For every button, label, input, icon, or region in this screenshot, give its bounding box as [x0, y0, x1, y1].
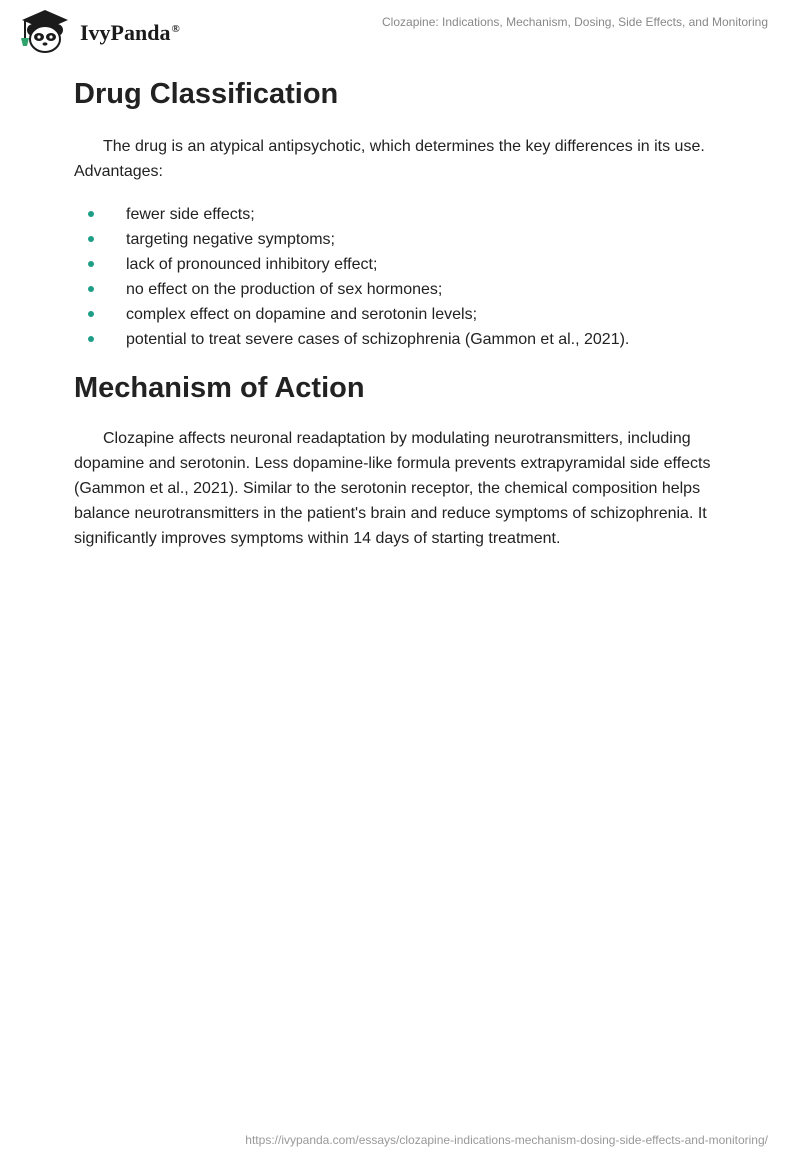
- section-paragraph-drug-classification: The drug is an atypical antipsychotic, which determines the key differences in its use. Advantages:: [74, 138, 705, 180]
- list-item: potential to treat severe cases of schizophrenia (Gammon et al., 2021).: [74, 327, 724, 352]
- section-paragraph-mechanism-of-action: Clozapine affects neuronal readaptation by modulating neurotransmitters, including dopamine and serotonin. Less dopamine-like formula prevents extrapyramidal side effects (Gammon et al., 2021). Similar to the serotonin receptor, the chemical composition helps balance neurotransmitters in the patient's brain and reduce symptoms of schizophrenia. It significantly improves symptoms within 14 days of starting treatment.: [74, 430, 711, 547]
- brand-name: IvyPanda®: [80, 20, 180, 45]
- document-title: Clozapine: Indications, Mechanism, Dosing, Side Effects, and Monitoring: [382, 15, 768, 29]
- bullet-icon: [88, 236, 94, 242]
- list-item: lack of pronounced inhibitory effect;: [74, 252, 724, 277]
- page-header: [0, 0, 800, 60]
- bullet-icon: [88, 261, 94, 267]
- section-heading-mechanism-of-action: Mechanism of Action: [74, 372, 365, 404]
- registered-mark: ®: [171, 22, 180, 35]
- essay-content: [74, 70, 724, 551]
- bullet-icon: [88, 286, 94, 292]
- section-heading-drug-classification: Drug Classification: [74, 78, 339, 110]
- advantages-list: [74, 202, 724, 352]
- brand-logo[interactable]: [16, 8, 180, 54]
- list-item: no effect on the production of sex hormones;: [74, 277, 724, 302]
- list-item: targeting negative symptoms;: [74, 227, 724, 252]
- panda-graduate-icon: [16, 8, 74, 54]
- source-url-link[interactable]: https://ivypanda.com/essays/clozapine-indications-mechanism-dosing-side-effects-and-monitoring/: [245, 1133, 768, 1147]
- bullet-icon: [88, 336, 94, 342]
- bullet-icon: [88, 211, 94, 217]
- list-item: complex effect on dopamine and serotonin levels;: [74, 302, 724, 327]
- list-item: fewer side effects;: [74, 202, 724, 227]
- bullet-icon: [88, 311, 94, 317]
